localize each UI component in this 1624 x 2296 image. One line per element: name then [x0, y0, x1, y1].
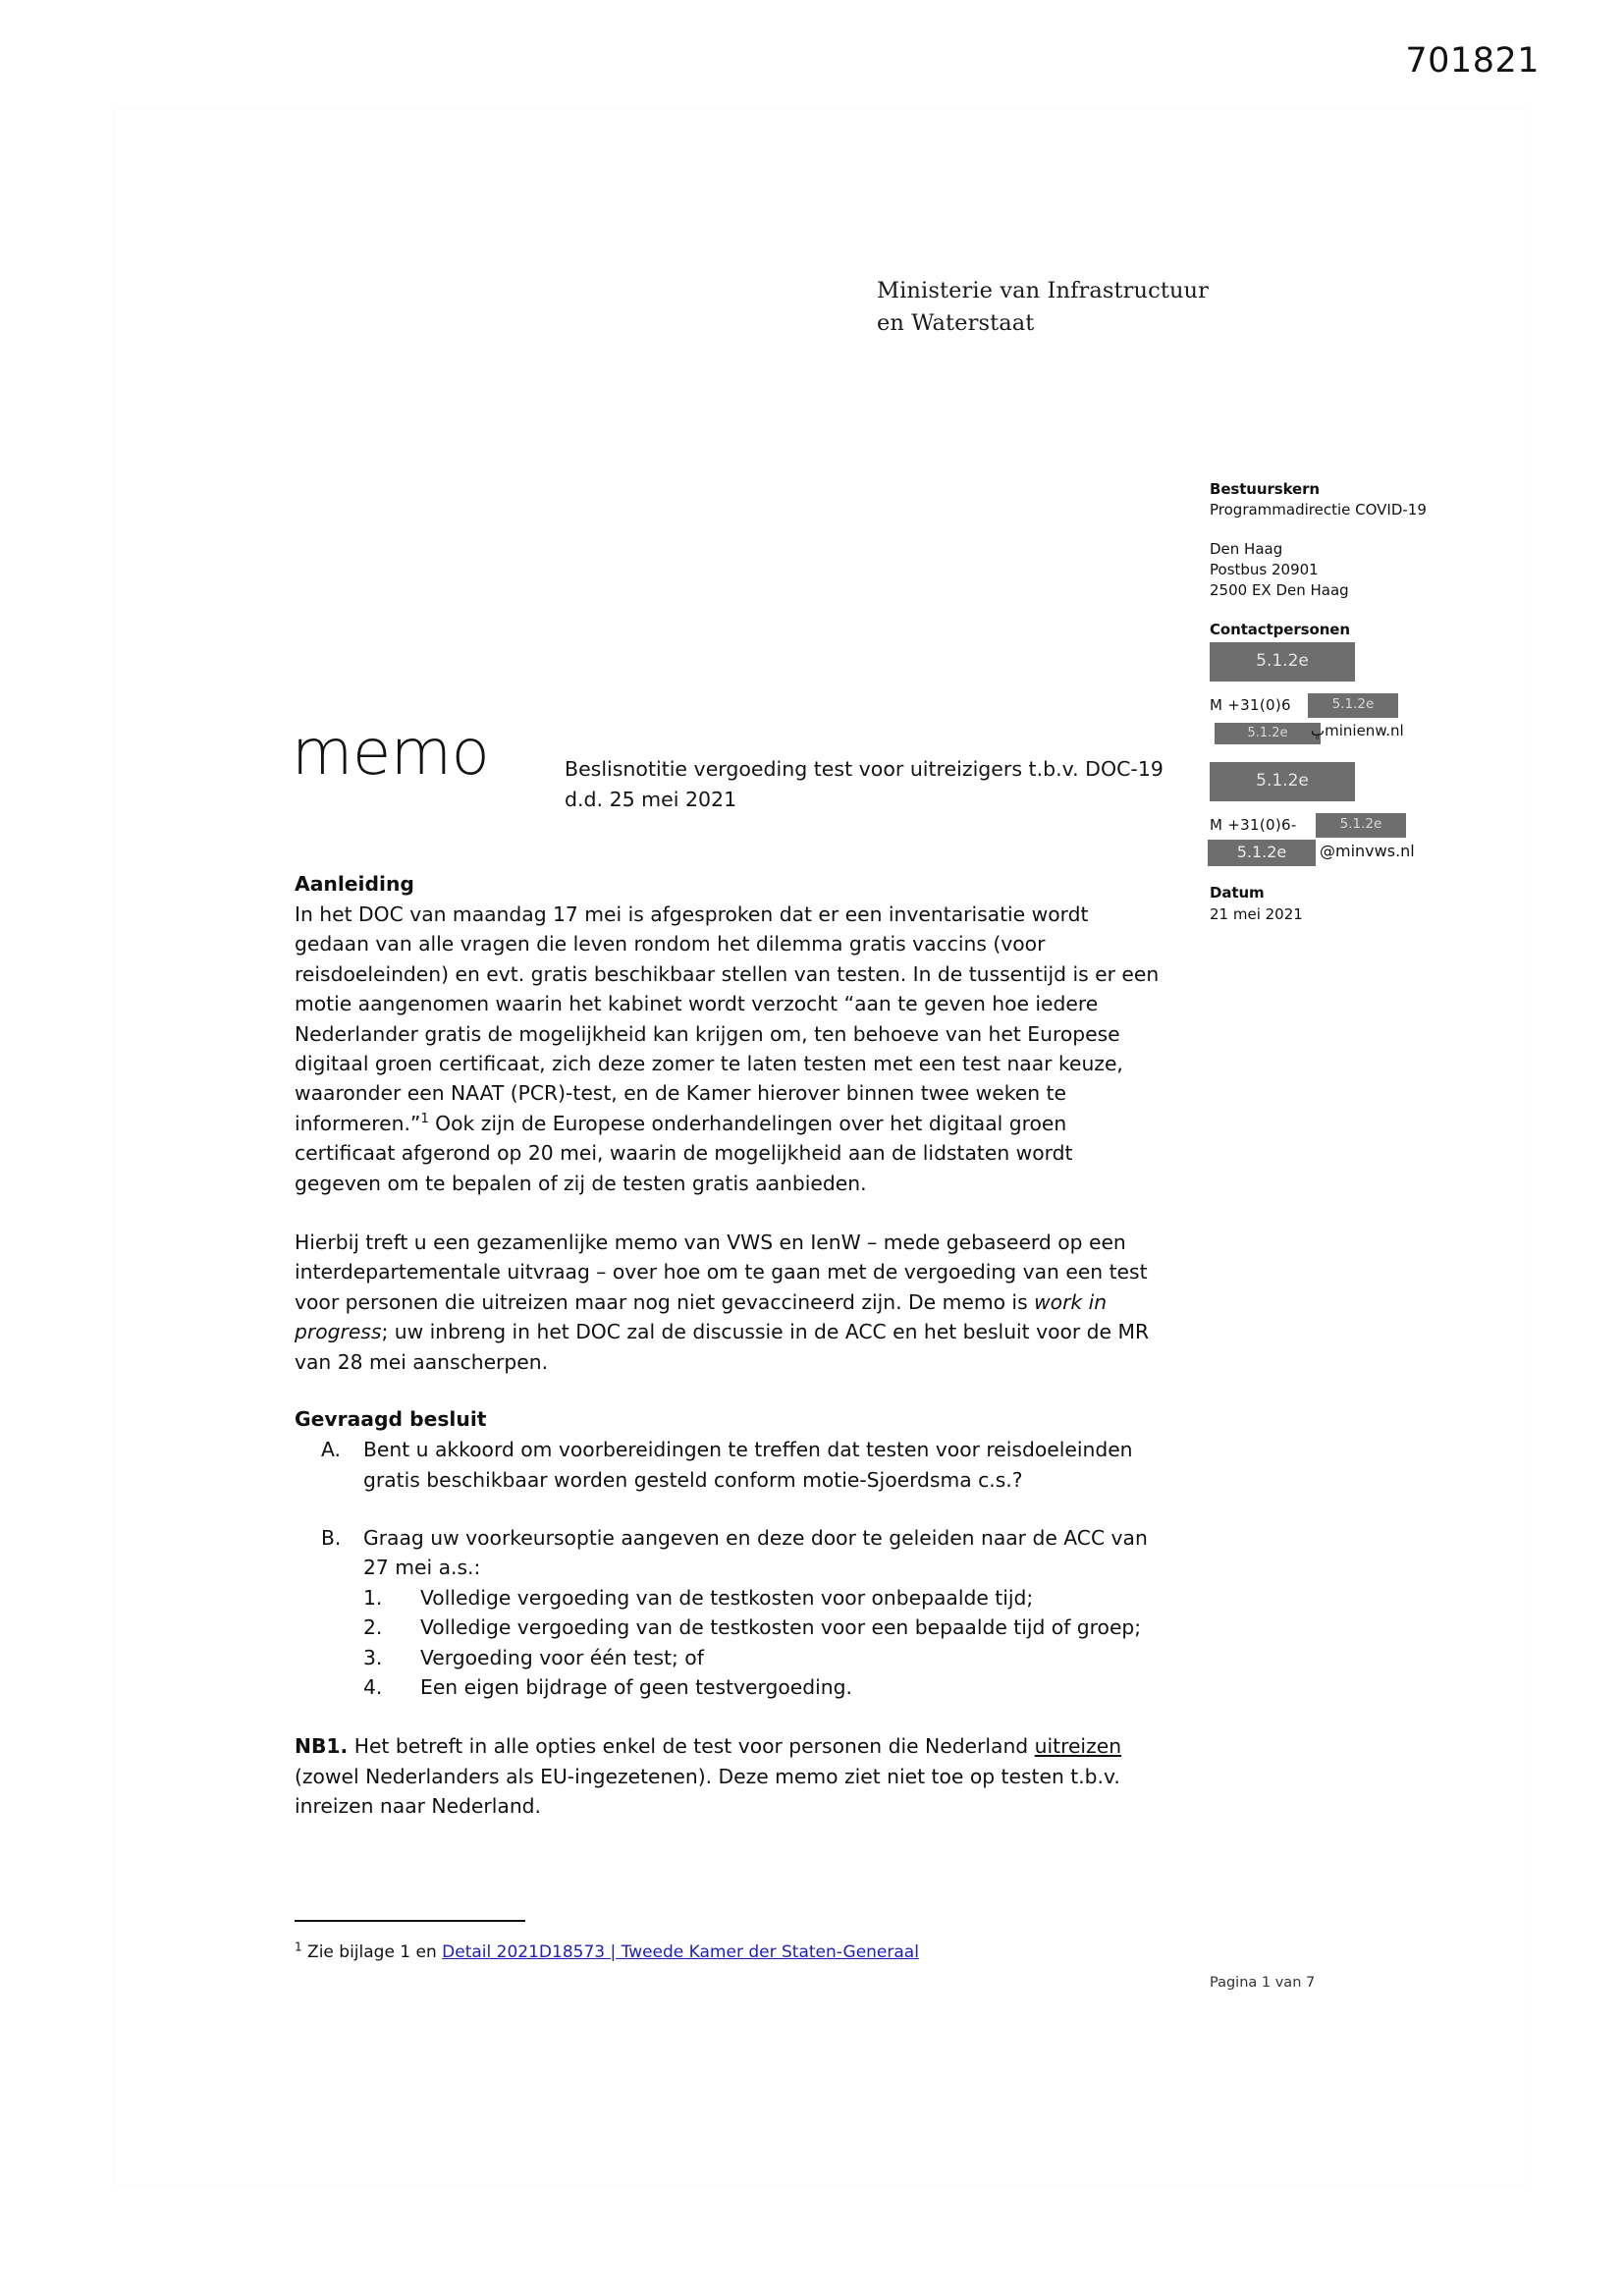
- options-list: [363, 1583, 1161, 1703]
- option-text-1: Volledige vergoeding van de testkosten voor onbepaalde tijd;: [420, 1585, 1034, 1610]
- organisation-name: Bestuurskern: [1210, 480, 1321, 498]
- address-block: [1210, 539, 1494, 601]
- list-item-a-text: Bent u akkoord om voorbereidingen te treffen dat testen voor reisdoeleinden gratis beschikbaar worden gesteld conform motie-Sjoerdsma c.s.?: [363, 1438, 1133, 1492]
- emphasis-work-in-progress: work in progress: [295, 1289, 1108, 1344]
- list-item-a: [295, 1435, 1161, 1495]
- contact-person-2: [1210, 762, 1494, 860]
- nb1-underlined-term: uitreizen: [1034, 1734, 1122, 1759]
- paragraph-nb1: [295, 1731, 1161, 1821]
- footnote-separator-rule: [295, 1920, 525, 1922]
- paragraph-spacer: [295, 1702, 1161, 1731]
- redaction-box-contact1-phone: 5.1.2e: [1308, 693, 1398, 718]
- datum-block: [1210, 882, 1303, 925]
- contact2-phone-label: M +31(0)6-: [1210, 816, 1297, 834]
- address-postcode: 2500 EX Den Haag: [1210, 581, 1349, 599]
- ministry-line-1: Ministerie van Infrastructuur: [877, 278, 1210, 303]
- organisation-block: [1210, 479, 1494, 520]
- list-marker-b: B.: [321, 1525, 342, 1550]
- address-postbus: Postbus 20901: [1210, 561, 1319, 578]
- redaction-box-contact1-email: 5.1.2e: [1215, 723, 1321, 744]
- sidebar-meta-block: [1210, 479, 1494, 860]
- contacts-heading: Contactpersonen: [1210, 621, 1350, 638]
- section-heading-gevraagd-besluit: Gevraagd besluit: [295, 1407, 487, 1432]
- list-item: [363, 1643, 1161, 1672]
- footnote-number: 1: [295, 1940, 302, 1954]
- aanleiding-text-part-1: In het DOC van maandag 17 mei is afgesproken dat er een inventarisatie wordt gedaan van alle vragen die leven rondom het dilemma gratis vaccins (voor reisdoeleinden) en evt. gratis beschikbaar stellen van testen. In de tussentijd is er een motie aangenomen waarin het kabinet wordt verzocht “aan te geven hoe iedere Nederlander gratis de mogelijkheid kan krijgen om, ten behoeve van het Europese digitaal groen certificaat, zich deze zomer te laten testen met een test naar keuze, waaronder een NAAT (PCR)-test, en de Kamer hierover binnen twee weken te informeren.”: [295, 902, 1160, 1135]
- address-city: Den Haag: [1210, 540, 1283, 558]
- section-heading-aanleiding: Aanleiding: [295, 872, 414, 896]
- aanleiding2-text-part-1: Hierbij treft u een gezamenlijke memo van VWS en IenW – mede gebaseerd op een interdepartementale uitvraag – over hoe om te gaan met de vergoeding van een test voor personen die uitreizen maar nog niet gevaccineerd zijn. De memo is: [295, 1230, 1148, 1314]
- list-item: [363, 1672, 1161, 1702]
- datum-value: 21 mei 2021: [1210, 905, 1303, 923]
- nb1-text-part-2: (zowel Nederlanders als EU-ingezetenen). Deze memo ziet niet toe op testen t.b.v. inreizen naar Nederland.: [295, 1764, 1120, 1819]
- organisation-department: Programmadirectie COVID-19: [1210, 501, 1427, 519]
- memo-heading: memo: [292, 717, 490, 790]
- contact1-email-domain: ڀminienw.nl: [1311, 722, 1404, 739]
- option-text-4: Een eigen bijdrage of geen testvergoeding.: [420, 1674, 852, 1699]
- footnote-marker-inline: 1: [420, 1112, 429, 1127]
- redaction-box-contact2-name: 5.1.2e: [1210, 762, 1355, 801]
- list-item: [363, 1583, 1161, 1613]
- contact2-phone-row: [1210, 815, 1382, 836]
- aanleiding-text-part-2: Ook zijn de Europese onderhandelingen over het digitaal groen certificaat afgerond op 20 mei, waarin de mogelijkheid aan de lidstaten wordt gegeven om te bepalen of zij de testen gratis aanbieden.: [295, 1111, 1073, 1195]
- nb1-text-part-1: Het betreft in alle opties enkel de test voor personen die Nederland: [348, 1734, 1035, 1759]
- redaction-box-contact1-name: 5.1.2e: [1210, 642, 1355, 682]
- list-item: [363, 1613, 1161, 1642]
- option-marker-4: 4.: [363, 1674, 383, 1699]
- footnote-prefix-text: Zie bijlage 1 en: [301, 1942, 443, 1962]
- list-item-b: [295, 1523, 1161, 1702]
- ministry-line-2: en Waterstaat: [877, 310, 1035, 336]
- option-text-2: Volledige vergoeding van de testkosten voor een bepaalde tijd of groep;: [420, 1615, 1142, 1640]
- redaction-box-contact2-phone: 5.1.2e: [1316, 813, 1406, 838]
- option-marker-1: 1.: [363, 1585, 383, 1610]
- option-marker-2: 2.: [363, 1615, 383, 1640]
- page-number-footer: Pagina 1 van 7: [1210, 1975, 1316, 1991]
- document-body: [295, 870, 1161, 1822]
- list-marker-a: A.: [321, 1438, 341, 1462]
- contact1-phone-row: [1210, 695, 1375, 716]
- footnote-link-tweede-kamer[interactable]: Detail 2021D18573 | Tweede Kamer der Staten-Generaal: [442, 1942, 919, 1962]
- nb1-label: NB1.: [295, 1734, 349, 1759]
- decision-request-list: [295, 1435, 1161, 1702]
- document-id-number: 701821: [1405, 41, 1540, 81]
- option-marker-3: 3.: [363, 1645, 383, 1669]
- contact1-phone-label: M +31(0)6: [1210, 696, 1291, 714]
- redaction-box-contact2-email: 5.1.2e: [1208, 840, 1316, 866]
- footnote: [295, 1941, 919, 1964]
- datum-label: Datum: [1210, 884, 1265, 902]
- list-item-b-text: Graag uw voorkeursoptie aangeven en deze door te geleiden naar de ACC van 27 mei a.s.:: [363, 1525, 1148, 1580]
- paragraph-aanleiding-1: [295, 900, 1161, 1198]
- paragraph-aanleiding-2: [295, 1228, 1161, 1377]
- aanleiding2-text-part-2: ; uw inbreng in het DOC zal de discussie in de ACC en het besluit voor de MR van 28 mei aanscherpen.: [295, 1320, 1150, 1374]
- paragraph-spacer: [295, 1198, 1161, 1228]
- memo-subtitle: Beslisnotitie vergoeding test voor uitreizigers t.b.v. DOC-19 d.d. 25 mei 2021: [565, 757, 1164, 811]
- option-text-3: Vergoeding voor één test; of: [420, 1645, 704, 1669]
- ministry-logo-wordmark: [877, 275, 1209, 340]
- contacts-block: [1210, 620, 1494, 860]
- contact-person-1: [1210, 642, 1494, 740]
- contact2-email-domain: @minvws.nl: [1320, 842, 1415, 860]
